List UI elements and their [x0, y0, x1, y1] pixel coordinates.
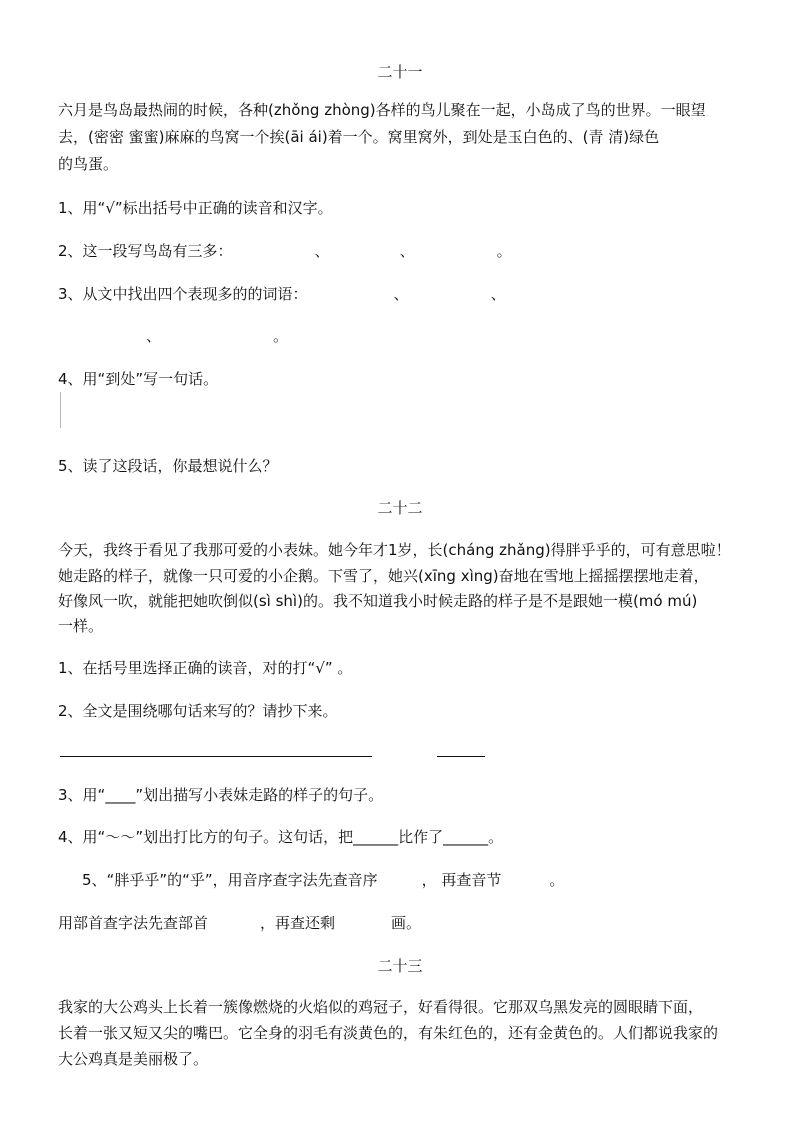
section-22-paragraph-line: 她走路的样子，就像一只可爱的小企鹅。下雪了，她兴(xīng xìng)奋地在雪地上摇摇摆摆地走着，	[58, 567, 709, 585]
section-23-paragraph-line: 我家的大公鸡头上长着一簇像燃烧的火焰似的鸡冠子，好看得很。它那双乌黑发亮的圆眼睛下面，	[58, 998, 704, 1016]
s22-question-5a-text: 5、“胖乎乎”的“乎”，用音序查字法先查音序	[82, 871, 378, 889]
s21-question-2	[58, 239, 760, 263]
section-22-paragraph-line: 今天，我终于看见了我那可爱的小表妹。她今年才1岁，长(cháng zhǎng)得胖乎乎的，可有意思啦！	[58, 541, 731, 559]
period: 。	[273, 327, 289, 345]
s22-question-5a-mid: ， 再查音节	[421, 871, 502, 889]
section-22-heading: 二十二	[377, 499, 423, 517]
section-22-paragraph-line: 一样。	[58, 617, 104, 635]
s22-question-5a	[82, 868, 760, 892]
section-21-paragraph-line: 的鸟蛋。	[58, 155, 119, 173]
section-22-paragraph-line: 好像风一吹，就能把她吹倒似(sì shì)的。我不知道我小时候走路的样子是不是跟她一模(mó mú)	[58, 592, 698, 610]
separator: 、	[490, 285, 506, 303]
answer-line[interactable]	[60, 756, 372, 757]
period: 。	[549, 871, 565, 889]
s21-question-1: 1、用“√”标出括号中正确的读音和汉字。	[58, 199, 333, 217]
section-23-paragraph-line: 长着一张又短又尖的嘴巴。它全身的羽毛有淡黄色的，有朱红色的，还有金黄色的。人们都说我家的	[58, 1024, 719, 1042]
section-23-heading: 二十三	[377, 957, 423, 975]
s21-question-4: 4、用“到处”写一句话。	[58, 370, 219, 388]
s22-question-5b-mid: ，再查还剩	[260, 914, 336, 932]
s22-question-2: 2、全文是围绕哪句话来写的？请抄下来。	[58, 702, 338, 720]
answer-line[interactable]	[437, 756, 485, 757]
s22-question-1: 1、在括号里选择正确的读音，对的打“√” 。	[58, 659, 353, 677]
separator: 、	[399, 242, 415, 260]
s22-question-5b-end: 画。	[391, 914, 422, 932]
s21-question-2-text: 2、这一段写鸟岛有三多：	[58, 242, 233, 260]
separator: 、	[146, 327, 162, 345]
s21-question-3	[58, 282, 760, 306]
period: 。	[496, 242, 512, 260]
s22-question-5b	[58, 911, 760, 935]
separator: 、	[314, 242, 330, 260]
s22-question-3: 3、用“____”划出描写小表妹走路的样子的句子。	[58, 786, 384, 804]
section-21-paragraph-line: 六月是鸟岛最热闹的时候，各种(zhǒng zhòng)各样的鸟儿聚在一起，小岛成了鸟的世界。一眼望	[58, 101, 706, 119]
s22-question-4: 4、用“～～”划出打比方的句子。这句话，把______比作了______。	[58, 828, 504, 846]
separator: 、	[393, 285, 409, 303]
s22-question-5b-text: 用部首查字法先查部首	[58, 914, 209, 932]
margin-mark	[60, 392, 61, 428]
section-23-paragraph-line: 大公鸡真是美丽极了。	[58, 1050, 209, 1068]
s21-question-3-text: 3、从文中找出四个表现多的的词语：	[58, 285, 308, 303]
section-21-paragraph-line: 去，(密密 蜜蜜)麻麻的鸟窝一个挨(āi ái)着一个。窝里窝外，到处是玉白色的、(青 清)绿色	[58, 128, 660, 146]
section-21-heading: 二十一	[377, 63, 423, 81]
s21-question-5: 5、读了这段话，你最想说什么？	[58, 457, 278, 475]
s21-question-3-continued	[58, 324, 760, 348]
